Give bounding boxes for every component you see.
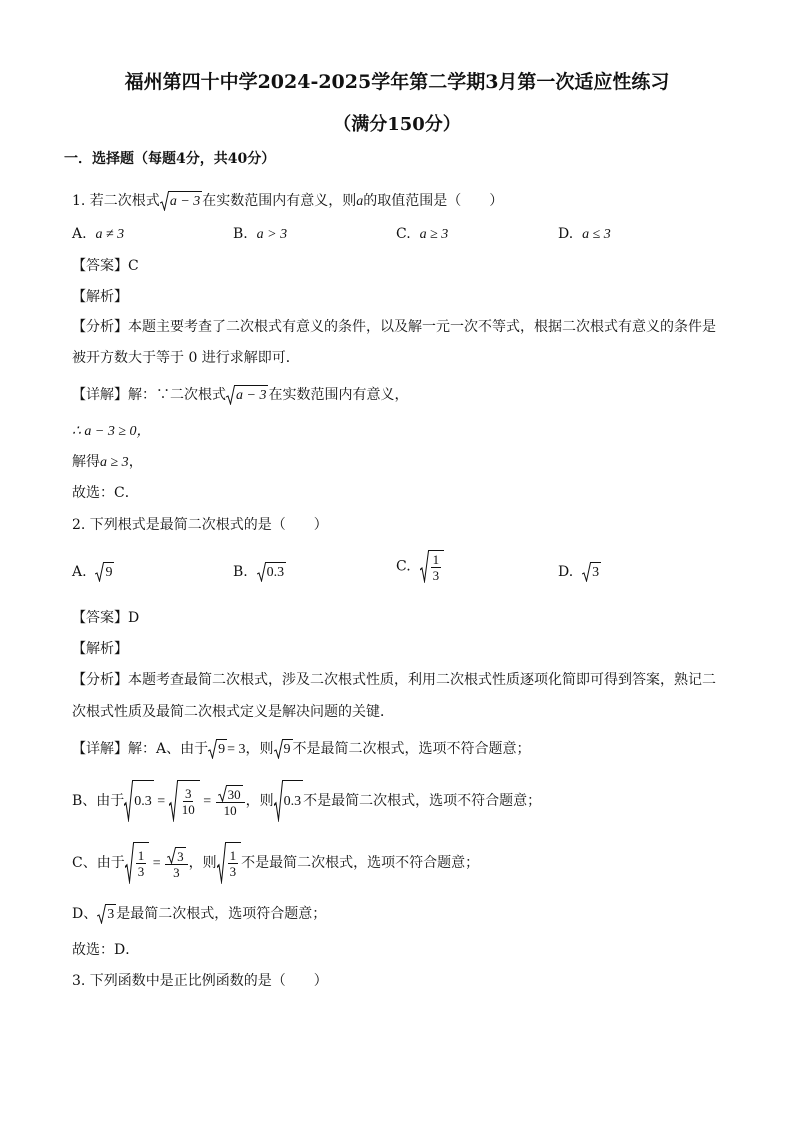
because-symbol: ∵ <box>156 387 170 403</box>
q2-choose: 故选：D． <box>72 942 140 958</box>
sqrt-expression: a − 3 <box>160 191 202 211</box>
q2-option-d: D. 3 <box>558 564 600 580</box>
q1-answer: 【答案】C <box>72 258 139 274</box>
q1-option-b: B. a > 3 <box>233 226 288 242</box>
q2-option-a: A. 9 <box>72 564 113 580</box>
q1-stem-suffix: 在实数范围内有意义，则 <box>202 193 357 209</box>
q1-stem-end: 的取值范围是（ ） <box>363 193 504 209</box>
sqrt-expression: a − 3 <box>226 385 268 405</box>
q1-option-d: D. a ≤ 3 <box>558 226 611 242</box>
q2-detail-d: D、 3 是最简二次根式，选项符合题意； <box>72 906 327 922</box>
q1-stem-prefix: 1. 若二次根式 <box>72 193 160 209</box>
q1-option-c: C. a ≥ 3 <box>396 226 449 242</box>
q1-choose: 故选：C． <box>72 485 139 501</box>
q2-stem: 2. 下列根式是最简二次根式的是（ ） <box>72 517 328 533</box>
q1-step2: 解得a ≥ 3， <box>72 454 143 470</box>
page-title: 福州第四十中学2024-2025学年第二学期3月第一次适应性练习 <box>124 71 670 93</box>
section-heading: 一．选择题（每题4分，共40分） <box>64 151 276 167</box>
q1-var: a <box>356 194 364 209</box>
q2-analysis-label: 【解析】 <box>72 641 128 657</box>
q1-stem <box>72 191 503 211</box>
page-subtitle: （满分150分） <box>333 114 461 135</box>
q2-fenxi-line2: 次根式性质及最简二次根式定义是解决问题的关键． <box>72 704 394 720</box>
q1-option-a: A. a ≠ 3 <box>72 226 125 242</box>
q1-fenxi-line2: 被开方数大于等于 0 进行求解即可． <box>72 350 300 366</box>
q3-stem: 3. 下列函数中是正比例函数的是（ ） <box>72 973 328 989</box>
q1-fenxi-line1: 【分析】本题主要考查了二次根式有意义的条件，以及解一元一次不等式，根据二次根式有意义的条件是 <box>72 319 716 335</box>
q1-step1: ∴ a − 3 ≥ 0， <box>72 424 151 439</box>
q2-option-c: C. $\frac{1}{3}$ <box>396 550 444 583</box>
q2-detail-a: 【详解】解：A、由于 9 = 3，则 9 不是最简二次根式，选项不符合题意； <box>72 741 531 757</box>
q1-detail: 【详解】解：∵二次根式 a − 3 在实数范围内有意义， <box>72 387 409 403</box>
q1-analysis-label: 【解析】 <box>72 289 128 305</box>
q2-detail-b: B、由于 0.3 = $\frac{3}{10}$ = $\frac{30}{10}$ ，则 0.3 不是最简二次根式，选项不符合题意； <box>72 780 541 822</box>
q2-detail-c: C、由于 $\frac{1}{3}$ = $\frac{3}{3}$ ，则 $\frac{1}{3}$ 不是最简二次根式，选项不符合题意； <box>72 842 479 884</box>
q2-answer: 【答案】D <box>72 610 140 626</box>
q2-option-b: B. 0.3 <box>233 564 285 580</box>
q2-fenxi-line1: 【分析】本题考查最简二次根式，涉及二次根式性质，利用二次根式性质逐项化简即可得到答案，熟记二 <box>72 672 716 688</box>
